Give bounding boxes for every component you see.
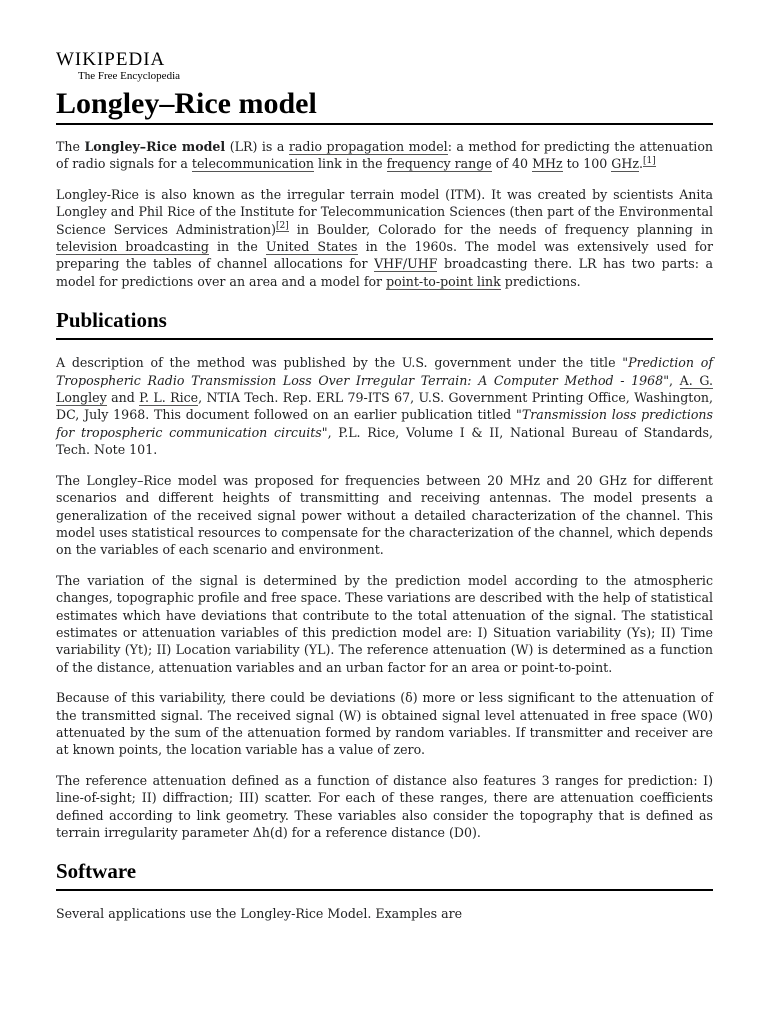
- text: broadcasting there. LR has two parts: a model for predictions over an area and a model for: [56, 256, 713, 289]
- text: .: [638, 156, 643, 172]
- article: [56, 50, 713, 923]
- text: Longley-Rice is also known as the irregular terrain model (ITM). It was created by scientists Anita Longley and Phil Rice of the Institute for Telecommunication Sciences (then part of the Environmental Science Services Administration): [56, 186, 713, 237]
- text: predictions.: [500, 273, 581, 289]
- text: , NTIA Tech. Rep. ERL 79-ITS 67, U.S. Government Printing Office, Washington, DC, July 1968. This document followed on an earlier publication titled ": [56, 390, 714, 423]
- logo-wordmark: WIKIPEDIA: [56, 49, 166, 70]
- publications-paragraph-3: The variation of the signal is determined by the prediction model according to the atmospheric changes, topographic profile and free space. These variations are described with the help of statistical estimates which have deviations that contribute to the total attenuation of the signal. The statistical estimates or attenuation variables of this prediction model are: I) Situation variability (Ys); II) Time variability (Yt); II) Location variability (YL). The reference attenuation (W) is determined as a function of the distance, attenuation variables and an urban factor for an area or point-to-point.: [56, 572, 713, 675]
- link-telecommunication[interactable]: telecommunication: [191, 156, 315, 172]
- logo-tagline: The Free Encyclopedia: [78, 70, 181, 82]
- reference-2[interactable]: [2]: [276, 221, 289, 232]
- bold-term: Longley–Rice model: [84, 139, 226, 154]
- link-a-g-longley[interactable]: A. G. Longley: [56, 372, 714, 406]
- text: to 100: [562, 156, 612, 172]
- intro-paragraph-2: [56, 186, 713, 290]
- text: ", P.L. Rice, Volume I & II, National Bureau of Standards, Tech. Note 101.: [56, 424, 713, 458]
- page-title: Longley–Rice model: [56, 87, 713, 125]
- link-vhf-uhf[interactable]: VHF/UHF: [374, 256, 438, 272]
- text: link in the: [314, 156, 387, 172]
- text: in the: [208, 239, 266, 255]
- text: of 40: [491, 156, 533, 172]
- text: in Boulder, Colorado for the needs of frequency planning in: [288, 221, 714, 237]
- reference-1[interactable]: [1]: [643, 156, 656, 167]
- text: : a method for predicting the attenuation of radio signals for a: [56, 139, 714, 172]
- text: A description of the method was published by the U.S. government under the title ": [56, 355, 629, 371]
- link-point-to-point-link[interactable]: point-to-point link: [386, 273, 501, 289]
- publications-paragraph-5: The reference attenuation defined as a function of distance also features 3 ranges for prediction: I) line-of-sight; II) diffraction; III) scatter. For each of these ranges, there are attenuation coefficients defined according to link geometry. These variables also consider the topography that is defined as terrain irregularity parameter Δh(d) for a reference distance (D0).: [56, 772, 713, 840]
- text: and: [106, 390, 140, 406]
- text: in the 1960s. The model was extensively used for preparing the tables of channel allocations for: [56, 239, 713, 272]
- publications-paragraph-4: Because of this variability, there could be deviations (δ) more or less significant to the attenuation of the transmitted signal. The received signal (W) is obtained signal level attenuated in free space (W0) attenuated by the sum of the attenuation formed by random variables. If transmitter and receiver are at known points, the location variable has a value of zero.: [56, 690, 713, 758]
- link-frequency-range[interactable]: frequency range: [386, 156, 492, 172]
- intro-paragraph-1: [56, 138, 713, 173]
- link-ghz[interactable]: GHz: [611, 156, 639, 172]
- text: ",: [663, 372, 680, 388]
- section-heading-publications: Publications: [56, 306, 713, 340]
- link-united-states[interactable]: United States: [265, 239, 358, 255]
- italic-title: Prediction of Tropospheric Radio Transmission Loss Over Irregular Terrain: A Computer Method - 1968: [56, 355, 713, 388]
- link-mhz[interactable]: MHz: [532, 156, 563, 172]
- publications-paragraph-1: [56, 354, 713, 458]
- section-heading-software: Software: [56, 857, 713, 891]
- wikipedia-logo[interactable]: [56, 50, 713, 83]
- link-radio-propagation-model[interactable]: radio propagation model: [288, 139, 448, 154]
- text: The: [56, 139, 85, 154]
- italic-title: Transmission loss predictions for tropospheric communication circuits: [56, 407, 714, 440]
- link-television-broadcasting[interactable]: television broadcasting: [56, 239, 209, 255]
- text: (LR) is a: [225, 139, 289, 154]
- publications-paragraph-2: The Longley–Rice model was proposed for frequencies between 20 MHz and 20 GHz for different scenarios and different heights of transmitting and receiving antennas. The model presents a generalization of the received signal power without a detailed characterization of the channel. This model uses statistical resources to compensate for the characterization of the channel, which depends on the variables of each scenario and environment.: [56, 472, 713, 558]
- link-p-l-rice[interactable]: P. L. Rice: [139, 390, 199, 406]
- software-paragraph-1: Several applications use the Longley-Rice Model. Examples are: [56, 906, 463, 922]
